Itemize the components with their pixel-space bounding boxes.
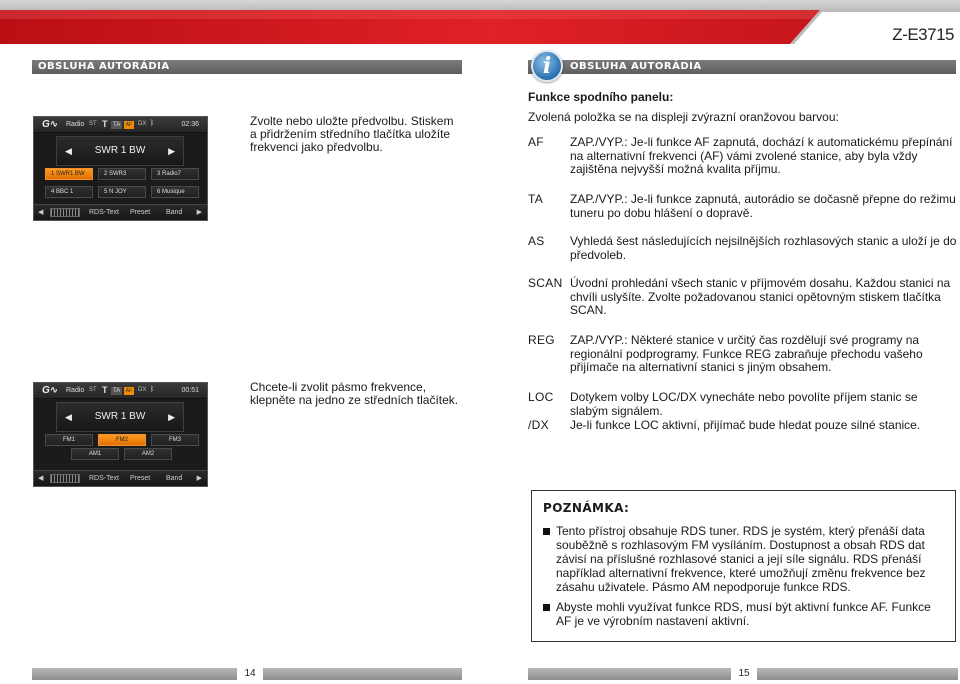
clock: 02:36: [181, 121, 199, 128]
preset-button[interactable]: 3 Radio7: [151, 168, 199, 180]
function-key: SCAN: [528, 276, 563, 290]
function-desc: Vyhledá šest následujících nejsilnějších rozhlasových stanic a uloží je do předvoleb.: [570, 234, 957, 262]
function-desc: ZAP./VYP.: Je-li funkce AF zapnutá, dochází k automatickému přepínání na alternativní frekvenci (AF) vámi zvolené stanice, aby byla vždy zajištěna nejvyšší možná kvalita příjmu.: [570, 135, 953, 177]
band-fm2-button[interactable]: FM2: [98, 434, 146, 446]
mode-label: Radio: [66, 387, 85, 394]
station-name: SWR 1 BW: [94, 145, 146, 156]
rds-text-button[interactable]: RDS-Text: [89, 475, 119, 482]
logo-icon: G∿: [42, 119, 59, 130]
stereo-indicator: ST: [89, 121, 97, 127]
function-desc: ZAP./VYP.: Některé stanice v určitý čas rozdělují své programy na regionální podprogramy. Funkce REG zabraňuje přechodu vašeho přijímače na alternativní stanici s jiným obsahem.: [570, 333, 923, 375]
note-box: [531, 490, 956, 642]
preset-tab-button[interactable]: Preset: [130, 475, 151, 482]
info-icon: i: [531, 50, 563, 82]
function-key: AF: [528, 135, 544, 149]
function-desc: Úvodní prohledání všech stanic v příjmovém dosahu. Každou stanici na chvíli uslyšíte. Zvolte požadovanou stanici opětovným stiskem tlačítka SCAN.: [570, 276, 951, 318]
next-station-button[interactable]: ▶: [168, 412, 175, 422]
tuning-scale-icon[interactable]: [50, 474, 80, 483]
bottom-bar: [34, 470, 207, 486]
status-bar: [34, 383, 207, 399]
band-am1-button[interactable]: AM1: [71, 448, 119, 460]
station-display: [56, 402, 184, 432]
radio-screen-presets: [33, 116, 208, 221]
band-button[interactable]: Band: [166, 475, 183, 482]
dx-indicator: DX: [138, 121, 147, 127]
preset-button[interactable]: 1 SWR1 BW: [45, 168, 93, 180]
band-fm1-button[interactable]: FM1: [45, 434, 93, 446]
band-fm3-button[interactable]: FM3: [151, 434, 199, 446]
function-desc: ZAP./VYP.: Je-li funkce zapnutá, autorádio se dočasně přepne do režimu tuneru po dobu hlášení o dopravě.: [570, 192, 956, 220]
function-desc: Je-li funkce LOC aktivní, přijímač bude hledat pouze silné stanice.: [570, 418, 921, 432]
banner-graphic: [0, 0, 960, 48]
stereo-indicator: ST: [89, 387, 97, 393]
af-indicator: AF: [125, 122, 133, 128]
station-name: SWR 1 BW: [94, 411, 146, 422]
rds-text-button[interactable]: RDS-Text: [89, 209, 119, 216]
scroll-left-icon[interactable]: ◀: [38, 475, 44, 482]
note-item: Tento přístroj obsahuje RDS tuner. RDS je systém, který přenáší data souběžně s rozhlasovým FM vysíláním. Dostupnost a obsah RDS dat závisí na příslušné rozhlasové stanici a její síle signálu. RDS přenáší například alternativní frekvence, které umožňují změnu frekvence bez zásahu uživatele. Pásmo AM nepodporuje funkce RDS.: [542, 524, 945, 594]
status-bar: [34, 117, 207, 133]
note-item: Abyste mohli využívat funkce RDS, musí být aktivní funkce AF. Funkce AF je ve výrobním nastavení aktivní.: [542, 600, 945, 628]
station-display: [56, 136, 184, 166]
preset-button[interactable]: 2 SWR3: [98, 168, 146, 180]
antenna-icon: T: [102, 119, 108, 129]
model-number: Z-E3715: [892, 25, 954, 44]
preset-button[interactable]: 6 Musique: [151, 186, 199, 198]
antenna-icon: T: [102, 385, 108, 395]
caption-presets: Zvolte nebo uložte předvolbu. Stiskem a přidržením středního tlačítka uložíte frekvenci jako předvolbu.: [250, 114, 454, 154]
radio-screen-bands: [33, 382, 208, 487]
prev-station-button[interactable]: ◀: [65, 146, 72, 156]
preset-button[interactable]: 5 N JOY: [98, 186, 146, 198]
dx-indicator: DX: [138, 387, 147, 393]
scroll-right-icon[interactable]: ▶: [196, 475, 202, 482]
preset-button[interactable]: 4 BBC 1: [45, 186, 93, 198]
preset-tab-button[interactable]: Preset: [130, 209, 151, 216]
section-header-left: OBSLUHA AUTORÁDIA: [32, 60, 462, 74]
function-key: REG: [528, 333, 555, 347]
scroll-right-icon[interactable]: ▶: [196, 209, 202, 216]
bottom-bar: [34, 204, 207, 220]
caption-bands: Chcete-li zvolit pásmo frekvence, klepněte na jedno ze středních tlačítek.: [250, 380, 459, 407]
function-key: /DX: [528, 418, 549, 432]
clock: 00:51: [181, 387, 199, 394]
band-button[interactable]: Band: [166, 209, 183, 216]
function-key: LOC: [528, 390, 554, 404]
mode-label: Radio: [66, 121, 85, 128]
page-number-left: 14: [237, 668, 263, 680]
bluetooth-icon: ᛒ: [150, 386, 155, 393]
logo-icon: G∿: [42, 385, 59, 396]
function-desc: Dotykem volby LOC/DX vynecháte nebo povolíte příjem stanic se slabým signálem.: [570, 390, 918, 418]
function-key: TA: [528, 192, 544, 206]
ta-indicator: TA: [113, 122, 121, 128]
functions-title: Funkce spodního panelu:: [528, 90, 674, 104]
function-key: AS: [528, 234, 545, 248]
prev-station-button[interactable]: ◀: [65, 412, 72, 422]
page-number-right: 15: [731, 668, 757, 680]
band-am2-button[interactable]: AM2: [124, 448, 172, 460]
section-header-right: OBSLUHA AUTORÁDIA: [528, 60, 956, 74]
note-title: POZNÁMKA:: [543, 501, 630, 515]
af-indicator: AF: [125, 388, 133, 394]
ta-indicator: TA: [113, 388, 121, 394]
next-station-button[interactable]: ▶: [168, 146, 175, 156]
top-banner: [0, 0, 960, 48]
bluetooth-icon: ᛒ: [150, 120, 155, 127]
scroll-left-icon[interactable]: ◀: [38, 209, 44, 216]
functions-subtitle: Zvolená položka se na displeji zvýrazní oranžovou barvou:: [528, 110, 839, 124]
tuning-scale-icon[interactable]: [50, 208, 80, 217]
